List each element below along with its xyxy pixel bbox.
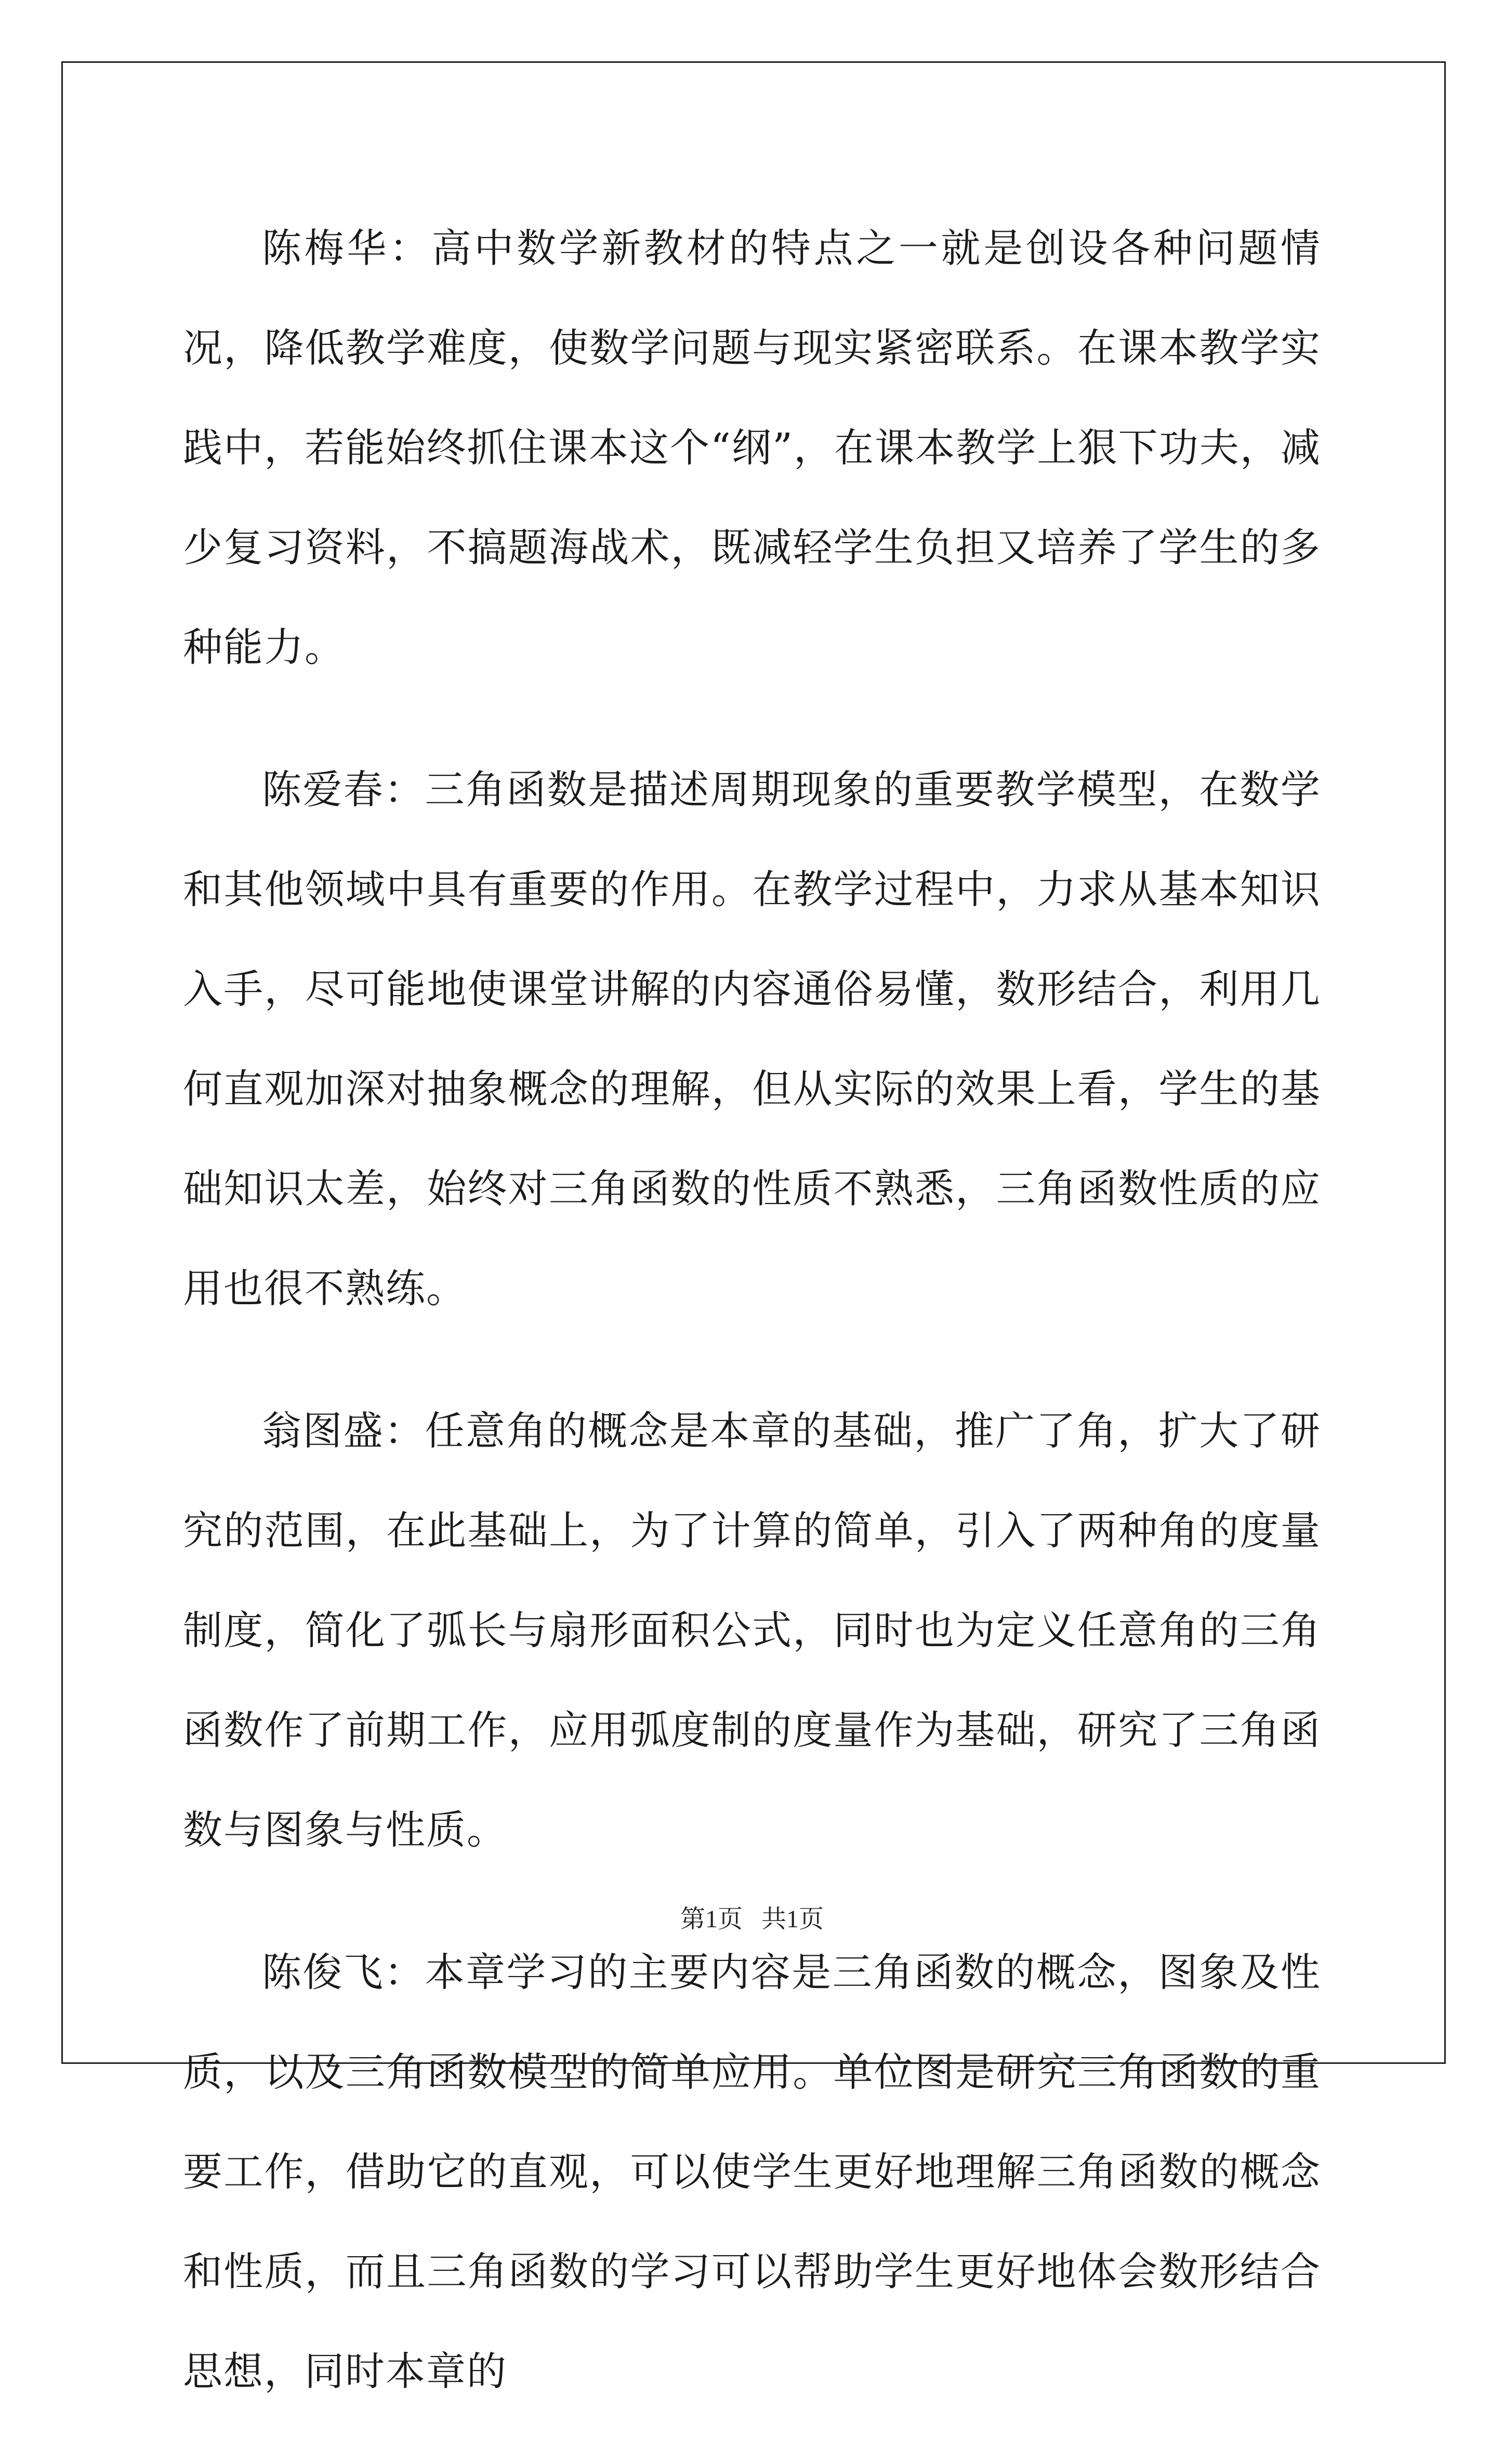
page-total: 共1页: [761, 1905, 824, 1933]
page-number: 第1页: [680, 1905, 743, 1933]
paragraph-chen-junfei: 陈俊飞：本章学习的主要内容是三角函数的概念，图象及性质，以及三角函数模型的简单应用。单位图是研究三角函数的重要工作，借助它的直观，可以使学生更好地理解三角函数的概念和性质，而且三角函数的学习可以帮助学生更好地体会数形结合思想，同时本章的: [183, 1949, 1321, 2394]
paragraph-chen-meihua: 陈梅华：高中数学新教材的特点之一就是创设各种问题情况，降低教学难度，使数学问题与现实紧密联系。在课本教学实践中，若能始终抓住课本这个“纲”，在课本教学上狠下功夫，减少复习资料，不搞题海战术，既减轻学生负担又培养了学生的多种能力。: [183, 225, 1321, 670]
paragraph-chen-aichun: 陈爱春：三角函数是描述周期现象的重要教学模型，在数学和其他领域中具有重要的作用。在教学过程中，力求从基本知识入手，尽可能地使课堂讲解的内容通俗易懂，数形结合，利用几何直观加深对抽象概念的理解，但从实际的效果上看，学生的基础知识太差，始终对三角函数的性质不熟悉，三角函数性质的应用也很不熟练。: [183, 766, 1321, 1312]
document-body: [183, 198, 1321, 2464]
page-footer: [0, 1899, 1504, 1935]
paragraph-weng-tusheng: 翁图盛：任意角的概念是本章的基础，推广了角，扩大了研究的范围，在此基础上，为了计算的简单，引入了两种角的度量制度，简化了弧长与扇形面积公式，同时也为定义任意角的三角函数作了前期工作，应用弧度制的度量作为基础，研究了三角函数与图象与性质。: [183, 1408, 1321, 1853]
